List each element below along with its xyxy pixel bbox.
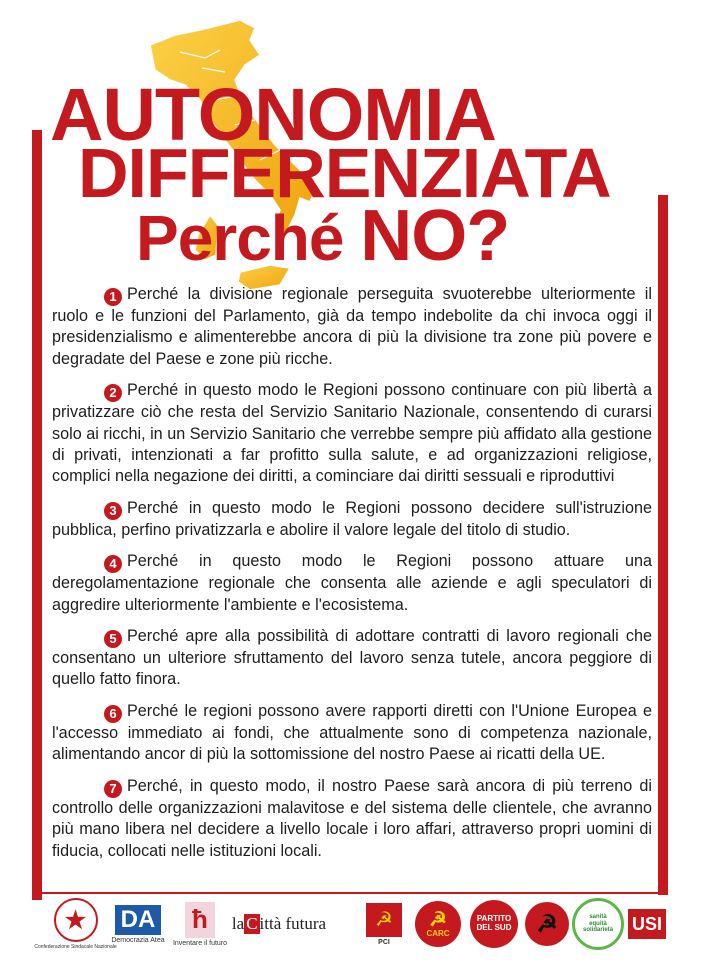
title-line-2: DIFFERENZIATA — [78, 134, 611, 212]
logo-carc — [413, 895, 463, 953]
point-text: Perché la divisione regionale perseguita svuoterebbe ulteriormente il ruolo e le funzioni del Parlamento, già da tempo indebolite da chi invoca oggi il presidenzialismo e alimenterebbe ancora di più la divisione tra zone più povere e degradate del Paese e zone più ricche. — [52, 285, 652, 368]
logo-communist — [523, 895, 571, 953]
hammer-sickle-icon: ☭ — [525, 902, 569, 946]
logo-text-c: ittà futura — [259, 914, 327, 933]
logo-confederazione — [34, 895, 117, 953]
logo-democrazia-atea — [108, 895, 168, 953]
red-frame-bottom — [32, 892, 668, 894]
hammer-sickle-icon: ☭ — [429, 909, 447, 931]
logo-pci — [362, 895, 406, 953]
logo-bar — [34, 895, 688, 955]
number-badge-icon: 5 — [104, 630, 122, 648]
red-frame-left — [32, 130, 42, 900]
point-1 — [52, 284, 652, 370]
logo-line-3: solidarietà — [582, 927, 613, 934]
point-5 — [52, 626, 652, 691]
point-2 — [52, 380, 652, 488]
logo-line-1: PARTITO — [476, 914, 512, 924]
number-badge-icon: 2 — [104, 384, 122, 402]
point-4 — [52, 551, 652, 616]
hammer-sickle-icon: ☭ — [366, 903, 402, 937]
logo-partito-del-sud — [468, 895, 520, 953]
carc-emblem — [415, 901, 461, 947]
point-text: Perché le regioni possono avere rapporti diretti con l'Unione Europea e l'accesso immediato ai fondi, che attualmente sono di competenza nazionale, alimentando ancor di più la sottomissione del nostro Paese ai ricatti della UE. — [52, 701, 652, 764]
logo-citta-futura — [224, 895, 334, 953]
title-line-3 — [136, 196, 510, 276]
logo-sanita-equita — [574, 895, 622, 953]
logo-inventare-futuro — [171, 895, 229, 953]
sanita-emblem — [572, 898, 624, 950]
number-badge-icon: 7 — [104, 780, 122, 798]
point-text: Perché in questo modo le Regioni possono decidere sull'istruzione pubblica, perfino privatizzarla e abolire il valore legale del titolo di studio. — [52, 498, 652, 539]
number-badge-icon: 4 — [104, 555, 122, 573]
number-badge-icon: 3 — [104, 502, 122, 520]
logo-caption: PCI — [378, 938, 390, 946]
point-text: Perché in questo modo le Regioni possono continuare con più libertà a privatizzare ciò che resta del Servizio Sanitario Nazionale, consentendo di curarsi solo ai ricchi, in un Servizio Sanitario che verrebbe sempre più affidato alla gestione di privati, intenzionati a far profitto sulla salute, e ad organizzazioni religiose, complici nella negazione dei diritti, a cominciare dai diritti sessuali e riproduttivi — [52, 381, 652, 486]
logo-caption: CARC — [426, 929, 450, 938]
symbol-icon: ħ — [185, 902, 215, 938]
logo-caption: Democrazia Atea — [111, 936, 165, 944]
logo-line-2: equità — [589, 920, 607, 927]
logo-text-a: la — [231, 914, 245, 933]
logo-mark: USI — [628, 909, 666, 939]
logo-usi — [626, 895, 668, 953]
point-7 — [52, 776, 652, 862]
point-3 — [52, 498, 652, 541]
point-6 — [52, 701, 652, 766]
logo-line-2: DEL SUD — [476, 923, 512, 932]
red-frame-right — [658, 195, 668, 895]
logo-caption: Confederazione Sindacale Nazionale — [34, 944, 117, 950]
points-list — [52, 284, 652, 872]
point-text: Perché in questo modo le Regioni possono attuare una deregolamentazione regionale che consenta alle aziende e agli speculatori di aggredire ulteriormente l'ambiente e l'ecosistema. — [52, 552, 652, 614]
logo-caption: Inventare il futuro — [172, 939, 228, 947]
title-perche: Perché — [136, 202, 361, 274]
number-badge-icon: 6 — [104, 705, 122, 723]
point-text: Perché apre alla possibilità di adottare contratti di lavoro regionali che consentano un ulteriore sfruttamento del lavoro senza tutele, ancora peggiore di quello fatto finora. — [52, 627, 652, 689]
number-badge-icon: 1 — [104, 288, 122, 306]
title-no: NO? — [360, 196, 510, 276]
logo-text-b: C — [246, 914, 258, 933]
logo-line-1: sanità — [589, 914, 607, 921]
title-line-1: AUTONOMIA — [50, 73, 496, 156]
partito-del-sud-emblem — [470, 900, 518, 948]
point-text: Perché, in questo modo, il nostro Paese sarà ancora di più terreno di controllo delle organizzazioni malavitose e del sistema delle clientele, che avranno più mano libera nel decidere a livello locale i loro affari, attraverso propri uomini di fiducia, collocati nelle istituzioni locali. — [52, 776, 652, 860]
star-icon: ★ — [54, 898, 98, 942]
logo-mark: DA — [115, 905, 161, 935]
